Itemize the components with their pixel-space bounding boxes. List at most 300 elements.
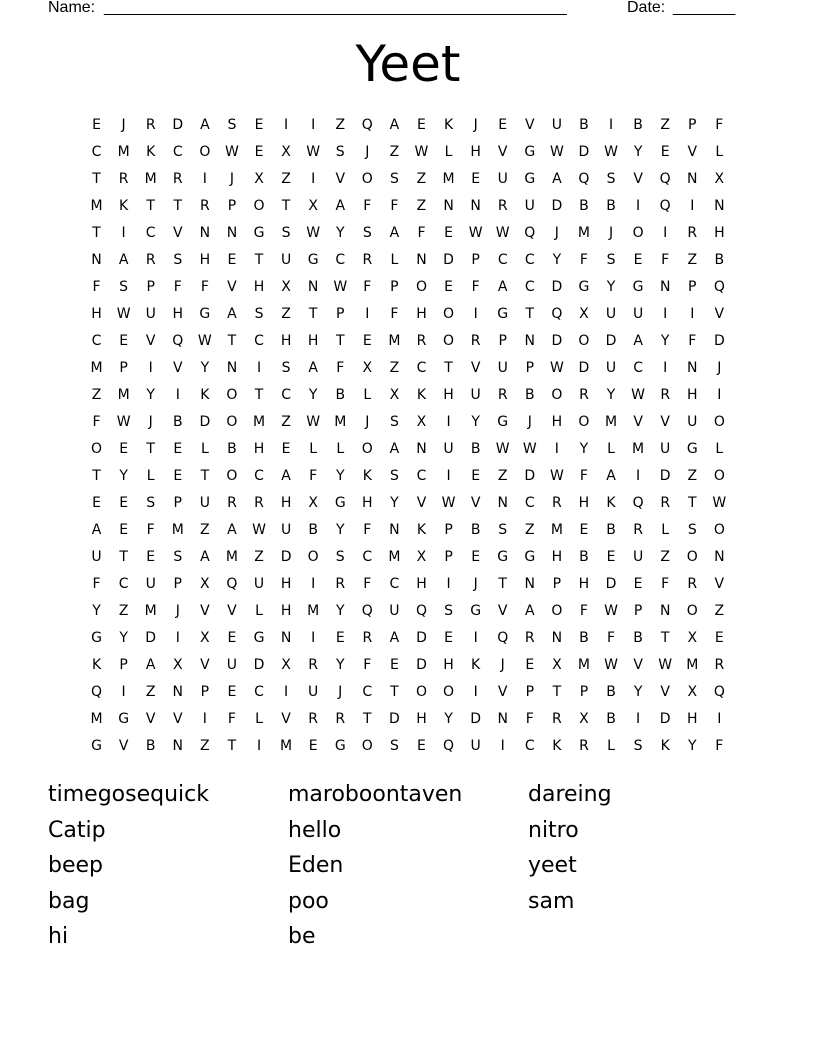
grid-letter: U [226, 657, 238, 673]
grid-letter: V [281, 711, 291, 727]
grid-letter: H [280, 603, 292, 619]
grid-letter: E [444, 630, 453, 646]
grid-letter: O [226, 468, 238, 484]
grid-letter: C [172, 144, 183, 160]
grid-letter: J [473, 117, 478, 133]
grid-letter: T [254, 252, 264, 268]
grid-letter: Y [552, 252, 562, 268]
grid-letter: T [146, 198, 155, 214]
grid-letter: X [172, 657, 183, 673]
grid-letter: H [280, 495, 292, 511]
grid-letter: U [91, 549, 102, 565]
grid-letter: G [524, 171, 536, 187]
grid-letter: S [281, 225, 291, 241]
grid-letter: S [606, 252, 616, 268]
word-bank-item: Eden [288, 853, 344, 878]
grid-letter: J [473, 576, 478, 592]
grid-letter: H [714, 225, 725, 241]
grid-letter: N [199, 225, 211, 241]
grid-letter: F [471, 279, 480, 295]
grid-letter: D [578, 360, 590, 376]
word-bank [48, 780, 768, 960]
grid-letter: F [688, 333, 697, 349]
grid-letter: H [416, 576, 427, 592]
grid-letter: R [552, 711, 562, 727]
grid-letter: P [173, 576, 182, 592]
grid-letter: N [687, 171, 698, 187]
grid-letter: E [335, 630, 345, 646]
grid-letter: E [660, 144, 670, 160]
grid-letter: W [468, 225, 483, 241]
grid-letter: W [522, 441, 537, 457]
grid-letter: Q [551, 306, 563, 322]
grid-row [83, 438, 733, 465]
grid-letter: N [172, 684, 184, 700]
grid-letter: J [229, 171, 234, 187]
grid-letter: M [604, 414, 618, 430]
grid-letter: M [577, 225, 590, 241]
grid-letter: A [389, 441, 400, 457]
grid-letter: C [633, 360, 643, 376]
grid-letter: S [119, 279, 129, 295]
grid-row [83, 519, 733, 546]
grid-letter: I [202, 171, 207, 187]
grid-letter: Z [281, 306, 291, 322]
grid-letter: M [90, 360, 103, 376]
grid-letter: Q [497, 630, 509, 646]
grid-letter: U [551, 117, 562, 133]
grid-letter: C [416, 360, 427, 376]
grid-letter: V [200, 657, 210, 673]
grid-letter: V [172, 360, 183, 376]
grid-letter: U [497, 171, 508, 187]
grid-letter: J [717, 360, 722, 376]
grid-letter: H [91, 306, 102, 322]
grid-letter: A [633, 333, 643, 349]
grid-row [83, 465, 733, 492]
grid-letter: Z [281, 414, 291, 430]
grid-letter: C [362, 549, 373, 565]
grid-letter: D [172, 117, 184, 133]
grid-letter: I [365, 306, 370, 322]
grid-letter: I [446, 576, 451, 592]
grid-letter: N [416, 252, 427, 268]
grid-letter: T [660, 630, 670, 646]
date-blank-line: _______ [673, 0, 736, 16]
grid-letter: D [416, 657, 427, 673]
grid-letter: F [417, 225, 426, 241]
grid-letter: V [118, 738, 129, 754]
grid-letter: X [281, 657, 291, 673]
grid-letter: Z [497, 468, 508, 484]
grid-letter: L [661, 522, 670, 538]
grid-letter: P [552, 576, 562, 592]
grid-letter: Q [415, 603, 427, 619]
grid-letter: R [335, 711, 346, 727]
grid-letter: O [199, 144, 211, 160]
grid-letter: V [633, 414, 643, 430]
grid-letter: Z [687, 468, 698, 484]
grid-letter: O [361, 441, 373, 457]
grid-letter: N [280, 630, 292, 646]
grid-letter: P [119, 657, 128, 673]
grid-letter: U [145, 306, 156, 322]
grid-letter: L [200, 441, 209, 457]
grid-letter: A [145, 657, 156, 673]
grid-letter: U [687, 414, 698, 430]
grid-letter: F [200, 279, 209, 295]
word-bank-item: bag [48, 888, 90, 914]
grid-letter: Y [444, 711, 453, 727]
grid-letter: T [92, 468, 101, 484]
grid-letter: H [470, 144, 481, 160]
grid-letter: Y [119, 630, 128, 646]
grid-letter: O [686, 549, 698, 565]
grid-letter: T [525, 306, 535, 322]
grid-letter: H [362, 495, 373, 511]
grid-letter: G [253, 225, 265, 241]
grid-letter: N [91, 252, 102, 268]
grid-letter: E [579, 522, 589, 538]
grid-letter: I [473, 630, 478, 646]
grid-letter: I [311, 630, 316, 646]
grid-letter: Z [524, 522, 535, 538]
grid-letter: A [200, 117, 210, 133]
grid-letter: U [280, 252, 292, 268]
grid-letter: Q [172, 333, 184, 349]
grid-letter: S [444, 603, 453, 619]
grid-letter: L [255, 711, 263, 727]
grid-letter: O [253, 198, 265, 214]
grid-letter: A [389, 117, 400, 133]
grid-letter: S [389, 738, 399, 754]
grid-letter: H [416, 306, 427, 322]
grid-letter: Z [335, 117, 346, 133]
grid-letter: Q [443, 738, 455, 754]
grid-letter: A [497, 279, 508, 295]
grid-letter: P [444, 522, 453, 538]
grid-letter: Y [390, 495, 399, 511]
grid-letter: Y [606, 387, 616, 403]
word-bank-item: dareing [528, 782, 612, 807]
grid-letter: H [416, 711, 427, 727]
grid-letter: F [390, 198, 399, 214]
grid-letter: F [363, 657, 372, 673]
grid-letter: N [307, 279, 319, 295]
grid-letter: Z [200, 522, 210, 538]
grid-letter: J [365, 414, 370, 430]
grid-letter: A [227, 306, 237, 322]
grid-letter: H [443, 387, 454, 403]
grid-letter: N [226, 225, 238, 241]
grid-letter: R [308, 711, 319, 727]
grid-letter: C [524, 495, 535, 511]
grid-letter: Z [687, 252, 698, 268]
grid-letter: L [309, 441, 318, 457]
grid-letter: J [500, 657, 505, 673]
grid-letter: N [497, 495, 508, 511]
grid-letter: E [92, 495, 101, 511]
grid-letter: Y [335, 657, 345, 673]
grid-letter: Y [119, 468, 128, 484]
grid-letter: C [145, 225, 156, 241]
grid-letter: R [362, 630, 373, 646]
grid-letter: Z [254, 549, 264, 565]
grid-letter: Y [308, 387, 318, 403]
grid-letter: N [687, 360, 698, 376]
grid-letter: O [686, 603, 698, 619]
grid-letter: G [307, 252, 319, 268]
grid-letter: E [417, 738, 426, 754]
grid-letter: R [579, 387, 589, 403]
grid-letter: Q [713, 684, 725, 700]
grid-letter: O [578, 414, 590, 430]
grid-letter: F [227, 711, 236, 727]
grid-letter: Q [226, 576, 238, 592]
grid-letter: V [145, 711, 156, 727]
grid-letter: O [578, 333, 590, 349]
grid-letter: T [390, 684, 399, 700]
grid-letter: W [116, 306, 131, 322]
grid-letter: Z [660, 117, 670, 133]
grid-letter: N [659, 279, 671, 295]
grid-letter: T [308, 306, 318, 322]
grid-letter: S [146, 495, 156, 511]
grid-letter: A [281, 468, 291, 484]
grid-letter: M [334, 414, 347, 430]
grid-letter: R [416, 333, 427, 349]
grid-letter: E [173, 468, 183, 484]
grid-letter: T [173, 198, 183, 214]
grid-letter: A [525, 603, 535, 619]
grid-letter: R [199, 198, 210, 214]
grid-letter: L [607, 441, 615, 457]
grid-letter: B [606, 198, 616, 214]
grid-letter: E [444, 225, 453, 241]
grid-row [83, 222, 733, 249]
grid-letter: P [336, 306, 345, 322]
grid-letter: E [633, 576, 643, 592]
grid-letter: J [527, 414, 532, 430]
grid-letter: R [552, 495, 562, 511]
grid-row [83, 573, 733, 600]
grid-letter: P [633, 603, 643, 619]
grid-letter: U [470, 738, 481, 754]
grid-letter: F [579, 252, 588, 268]
grid-letter: F [390, 306, 399, 322]
grid-letter: I [256, 738, 262, 754]
grid-letter: Z [660, 549, 670, 565]
grid-letter: I [690, 306, 695, 322]
grid-letter: F [661, 252, 670, 268]
grid-letter: X [281, 144, 291, 160]
grid-letter: F [92, 279, 101, 295]
grid-letter: X [687, 684, 698, 700]
grid-letter: B [633, 117, 643, 133]
grid-letter: V [416, 495, 427, 511]
grid-letter: O [443, 684, 455, 700]
grid-letter: E [119, 333, 129, 349]
grid-letter: B [633, 630, 643, 646]
grid-letter: X [389, 387, 400, 403]
grid-letter: L [336, 441, 345, 457]
grid-letter: Z [281, 171, 291, 187]
grid-letter: E [389, 657, 399, 673]
grid-letter: I [256, 360, 262, 376]
grid-letter: U [145, 576, 156, 592]
grid-letter: G [334, 738, 346, 754]
grid-letter: R [145, 117, 156, 133]
grid-letter: Y [633, 144, 643, 160]
grid-letter: O [551, 603, 563, 619]
grid-letter: L [146, 468, 155, 484]
grid-letter: M [171, 522, 184, 538]
grid-letter: L [255, 603, 263, 619]
grid-letter: E [146, 549, 156, 565]
grid-letter: B [606, 711, 616, 727]
grid-letter: R [335, 576, 346, 592]
grid-letter: B [172, 414, 183, 430]
grid-letter: B [579, 117, 589, 133]
grid-letter: M [577, 657, 590, 673]
grid-letter: C [389, 576, 400, 592]
grid-letter: C [524, 738, 535, 754]
grid-letter: D [659, 468, 671, 484]
grid-letter: N [226, 360, 238, 376]
grid-letter: M [225, 549, 238, 565]
grid-letter: I [202, 711, 207, 727]
grid-letter: P [390, 279, 399, 295]
grid-letter: Q [361, 117, 373, 133]
grid-letter: I [500, 738, 505, 754]
grid-letter: W [549, 468, 564, 484]
grid-letter: Z [389, 144, 400, 160]
grid-letter: L [390, 252, 399, 268]
grid-letter: A [335, 198, 346, 214]
grid-letter: R [145, 252, 156, 268]
grid-letter: E [471, 549, 481, 565]
grid-letter: K [416, 387, 427, 403]
grid-letter: B [308, 522, 318, 538]
grid-letter: E [308, 738, 318, 754]
grid-letter: C [281, 387, 291, 403]
grid-letter: S [498, 522, 508, 538]
grid-letter: W [333, 279, 348, 295]
grid-letter: B [714, 252, 725, 268]
grid-letter: W [549, 144, 564, 160]
grid-letter: I [175, 630, 180, 646]
grid-letter: B [470, 522, 481, 538]
grid-letter: W [604, 144, 618, 160]
grid-letter: I [175, 387, 180, 403]
grid-letter: R [308, 657, 319, 673]
grid-letter: O [307, 549, 319, 565]
grid-row [83, 735, 733, 762]
puzzle-title: Yeet [355, 35, 461, 93]
grid-letter: I [121, 225, 126, 241]
grid-letter: G [497, 549, 509, 565]
grid-row [83, 654, 733, 681]
grid-letter: I [717, 711, 722, 727]
grid-letter: A [118, 252, 129, 268]
grid-letter: N [714, 198, 725, 214]
grid-letter: U [253, 576, 265, 592]
grid-letter: W [604, 603, 618, 619]
grid-letter: T [146, 441, 155, 457]
grid-row [83, 114, 733, 141]
grid-letter: I [636, 468, 641, 484]
grid-letter: V [714, 576, 725, 592]
grid-letter: P [173, 495, 182, 511]
grid-letter: I [284, 684, 289, 700]
grid-letter: K [362, 468, 372, 484]
grid-letter: P [471, 252, 480, 268]
grid-letter: T [227, 738, 237, 754]
grid-letter: W [252, 522, 266, 538]
grid-letter: X [579, 306, 589, 322]
grid-letter: Z [200, 738, 210, 754]
grid-letter: X [416, 414, 427, 430]
grid-letter: N [416, 441, 427, 457]
grid-letter: H [280, 333, 292, 349]
grid-letter: B [606, 522, 616, 538]
grid-row [83, 384, 733, 411]
grid-letter: W [306, 414, 321, 430]
grid-letter: M [144, 603, 157, 619]
grid-letter: V [335, 171, 346, 187]
grid-letter: Y [335, 225, 345, 241]
grid-letter: A [389, 630, 400, 646]
grid-letter: E [227, 252, 237, 268]
grid-letter: V [687, 144, 698, 160]
grid-letter: Q [524, 225, 536, 241]
grid-letter: X [687, 630, 698, 646]
grid-letter: W [712, 495, 727, 511]
grid-letter: U [470, 387, 481, 403]
grid-letter: D [713, 333, 725, 349]
grid-letter: A [606, 468, 616, 484]
grid-letter: F [92, 414, 101, 430]
grid-letter: P [200, 684, 210, 700]
grid-letter: V [525, 117, 535, 133]
grid-letter: N [551, 630, 563, 646]
grid-letter: I [446, 468, 451, 484]
grid-letter: V [660, 684, 670, 700]
grid-letter: T [200, 468, 210, 484]
grid-letter: S [687, 522, 697, 538]
grid-letter: G [524, 144, 536, 160]
grid-letter: C [497, 252, 508, 268]
grid-row [83, 303, 733, 330]
grid-letter: D [551, 279, 563, 295]
grid-letter: N [443, 198, 454, 214]
grid-letter: L [715, 144, 724, 160]
grid-letter: C [118, 576, 129, 592]
grid-letter: K [471, 657, 481, 673]
grid-letter: G [253, 630, 265, 646]
grid-letter: Q [659, 171, 671, 187]
grid-letter: E [633, 252, 643, 268]
grid-letter: H [199, 252, 211, 268]
grid-letter: Y [92, 603, 101, 619]
grid-letter: M [117, 144, 130, 160]
grid-letter: C [362, 684, 373, 700]
grid-letter: N [524, 576, 536, 592]
grid-letter: D [253, 657, 265, 673]
grid-letter: P [498, 333, 507, 349]
grid-letter: E [525, 657, 535, 673]
grid-row [83, 411, 733, 438]
